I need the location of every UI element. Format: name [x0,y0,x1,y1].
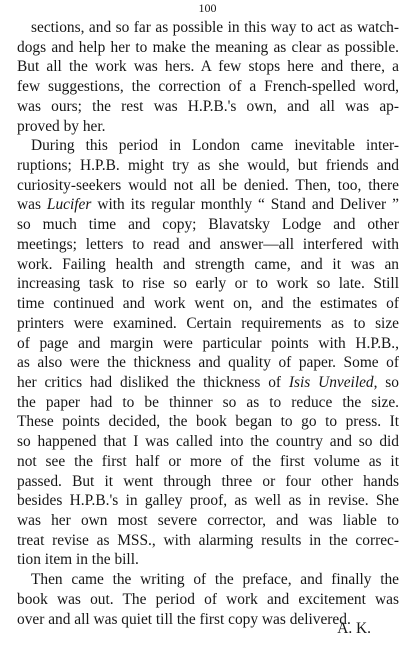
text-line [17,334,399,354]
text-run: besides H.P.B.'s in galley proof, as well as in revise. She [17,492,399,510]
text-line [17,77,399,97]
text-line [17,97,399,117]
paragraph [17,18,399,136]
text-line [17,314,399,334]
text-line [17,511,399,531]
text-run: increasing task to rise so early or to work so late. Still [17,275,399,293]
text-line [17,550,399,570]
text-run: tion item in the bill. [17,551,139,569]
text-line [17,255,399,275]
text-line [17,215,399,235]
paragraph [17,136,399,570]
signature: A. K. [337,620,371,637]
text-line [17,432,399,452]
text-run: ruptions; H.P.B. might try as she would, but friends and [17,157,399,175]
text-line [17,294,399,314]
text-run: with its regular monthly “ Stand and Deliver ” [91,196,399,214]
text-run: as also were the thickness and quality of paper. Some of [17,354,399,372]
page-number: 100 [198,1,217,15]
text-run: time continued and work went on, and the estimates of [17,295,399,313]
text-line [17,570,399,590]
text-run: During this period in London came inevitable inter- [31,137,399,155]
text-run: But all the work was hers. A few stops here and there, a [17,58,399,76]
text-run: Then came the writing of the preface, and finally the [31,571,399,589]
text-line [17,117,399,137]
text-run: was [17,196,47,214]
text-run: proved by her. [17,117,106,135]
text-run: so happened that I was called into the country and so did [17,433,399,451]
text-run: curiosity-seekers would not all be denied. Then, too, there [17,176,399,194]
text-line [17,18,399,38]
text-line [17,373,399,393]
body-text [17,18,399,629]
italic-title: Isis Unveiled [288,373,374,391]
text-line [17,195,399,215]
text-run: treat revise as MSS., with alarming results in the correc- [17,531,399,549]
text-line [17,353,399,373]
text-line [17,531,399,551]
text-line [17,452,399,472]
text-run: was ours; the rest was H.P.B.'s own, and all was ap- [17,97,399,115]
text-run: her critics had disliked the thickness of [17,373,289,391]
text-line [17,57,399,77]
text-line [17,491,399,511]
text-run: passed. But it went through three or four other hands [17,472,399,490]
text-run: These points decided, the book began to go to press. It [17,413,399,431]
text-run: the paper had to be thinner so as to reduce the size. [17,393,399,411]
text-run: book was out. The period of work and excitement was [17,590,399,608]
text-run: , so [373,373,399,391]
text-run: few suggestions, the correction of a French-spelled word, [17,78,399,96]
text-run: printers were examined. Certain requirements as to size [17,314,399,332]
text-run: meetings; letters to read and answer—all interfered with [17,235,399,253]
text-run: work. Failing health and strength came, and it was an [17,255,399,273]
text-line [17,590,399,610]
text-run: so much time and copy; Blavatsky Lodge and other [17,216,399,234]
text-line [17,156,399,176]
text-line [17,412,399,432]
italic-title: Lucifer [46,196,92,214]
text-run: sections, and so far as possible in this way to act as watch- [31,19,399,36]
text-line [17,393,399,413]
text-run: not see the first half or more of the first volume as it [17,452,399,470]
text-run: dogs and help her to make the meaning as clear as possible. [17,38,399,56]
text-line [17,38,399,58]
text-run: was her own most severe corrector, and was liable to [17,511,399,529]
text-line [17,274,399,294]
text-line [17,235,399,255]
text-run: over and all was quiet till the first copy was delivered. [17,610,351,628]
text-run: of page and margin were particular points with H.P.B., [17,334,399,352]
text-line [17,176,399,196]
text-line [17,136,399,156]
text-line [17,472,399,492]
